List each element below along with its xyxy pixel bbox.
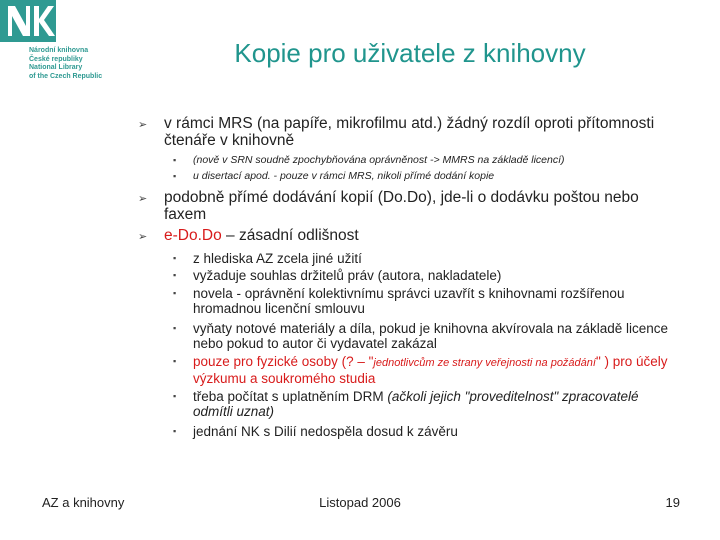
sub-bullet (173, 251, 673, 266)
drm-italic: (ačkoli jejich "proveditelnost" zpracovatelé odmítli uznat) (193, 389, 639, 419)
bullet-text: v rámci MRS (na papíře, mikrofilmu atd.) žádný rozdíl oproti přítomnosti čtenáře v knihovně (164, 115, 655, 149)
bullet-mrs (138, 115, 674, 149)
nk-logo-mark (0, 0, 56, 42)
sub-bullet (173, 154, 673, 167)
slide-title: Kopie pro uživatele z knihovny (234, 38, 586, 68)
bullet-text: – zásadní odlišnost (221, 227, 359, 244)
sub-bullet (173, 170, 673, 183)
dot-bullet-icon: ▪ (173, 356, 177, 366)
dot-bullet-icon: ▪ (173, 323, 177, 333)
quote-italic: jednotlivcům ze strany veřejnosti na požádání (373, 357, 596, 369)
sub-bullet-text: jednání NK s Dilií nedospěla dosud k závěru (193, 424, 458, 439)
sub-bullet (173, 389, 673, 419)
dot-bullet-icon: ▪ (173, 270, 177, 280)
arrow-bullet-icon: ➢ (138, 119, 148, 131)
bullet-dodo (138, 189, 674, 223)
logo-line: National Library (29, 64, 83, 72)
logo-line: of the Czech Republic (29, 72, 103, 80)
sub-bullet (173, 268, 673, 283)
nk-logo-text (29, 47, 102, 81)
edodo-highlight: e-Do.Do (164, 227, 222, 244)
sub-bullet-text: vyňaty notové materiály a díla, pokud je knihovna akvírovala na základě licence nebo pokud to autor či vydavatel zakázal (193, 321, 669, 351)
sub-bullet-text: vyžaduje souhlas držitelů práv (autora, nakladatele) (193, 268, 502, 283)
sub-bullet (173, 286, 673, 316)
footer-date: Listopad 2006 (319, 495, 401, 510)
page-number: 19 (665, 495, 680, 510)
dot-bullet-icon: ▪ (173, 155, 177, 165)
dot-bullet-icon: ▪ (173, 426, 177, 436)
sub-bullet-text: novela - oprávnění kolektivnímu správci uzavřít s knihovnami rozšířenou hromadnou licenční smlouvu (193, 286, 625, 316)
physical-persons-highlight: pouze pro fyzické osoby (? – " (193, 354, 374, 369)
dot-bullet-icon: ▪ (173, 391, 177, 401)
bullet-text: podobně přímé dodávání kopií (Do.Do), jde-li o dodávku poštou nebo faxem (164, 189, 639, 223)
nk-logo (0, 0, 115, 85)
sub-bullet-text: třeba počítat s uplatněním DRM (193, 389, 388, 404)
logo-line: České republiky (29, 55, 83, 63)
logo-line: Národní knihovna (29, 47, 89, 54)
arrow-bullet-icon: ➢ (138, 231, 148, 243)
sub-bullet (173, 354, 673, 386)
arrow-bullet-icon: ➢ (138, 193, 148, 205)
dot-bullet-icon: ▪ (173, 288, 177, 298)
bullet-edodo (138, 227, 674, 245)
sub-bullet-text: " ) pro účely výzkumu a soukromého studia (193, 354, 668, 386)
footer-left: AZ a knihovny (42, 495, 125, 510)
dot-bullet-icon: ▪ (173, 171, 177, 181)
sub-bullet (173, 321, 673, 351)
sub-bullet-text: (nově v SRN soudně zpochybňována oprávněnost -> MMRS na základě licencí) (193, 154, 565, 166)
sub-bullet (173, 424, 673, 439)
dot-bullet-icon: ▪ (173, 253, 177, 263)
sub-bullet-text: z hlediska AZ zcela jiné užití (193, 251, 362, 266)
sub-bullet-text: u disertací apod. - pouze v rámci MRS, nikoli přímé dodání kopie (193, 170, 495, 182)
